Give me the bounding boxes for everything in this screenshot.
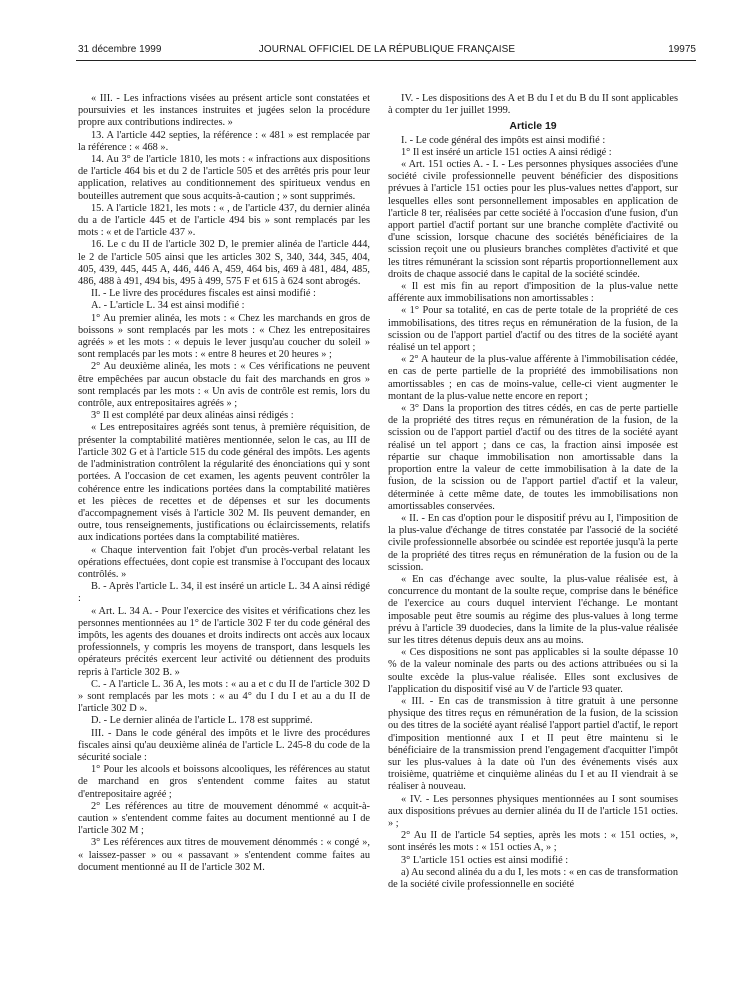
paragraph: I. - Le code général des impôts est ainsi modifié : — [401, 134, 606, 146]
paragraph: 3° L'article 151 octies est ainsi modifié : — [401, 854, 569, 866]
paragraph: « III. - En cas de transmission à titre gratuit à une personne physique des titres reçus en rémunération de la fusion, de la scission ou des titres de la société ayant réalisé l'apport partiel d'actif, le report d'imposition mentionné aux I et II peut être maintenu si le bénéficiaire de la transmission prend l'engagement d'acquitter l'impôt sur les plus-values à la date où l'un des événements visés aux troisième, quatrième et cinquième alinéas du I et au II viendrait à se réaliser à nouveau. — [388, 695, 678, 793]
paragraph: 14. Au 3° de l'article 1810, les mots : « infractions aux dispositions de l'article 464 bis et du 2 de l'article 505 et des arrêtés pris pour leur application, relatives au conditionnement des spiritueux vendus en bouteilles autrement que sous acquits-à-caution ; » sont supprimés. — [78, 154, 370, 202]
left-column — [78, 93, 370, 874]
header-rule — [76, 60, 696, 61]
paragraph: « Art. 151 octies A. - I. - Les personnes physiques associées d'une société civile professionnelle peuvent bénéficier des dispositions prévues à l'article 151 octies pour les plus-values nettes d'apport, sur lesquelles elles sont personnellement imposables en application de l'article 8 ter, réalisées par cette société à l'occasion d'une fusion, d'un apport partiel d'actif portant sur une branche complète d'activité ou d'une scission, lorsque chacune des sociétés bénéficiaires de la scission reçoit une ou plusieurs branches complètes d'activité et que les titres rémunérant la scission sont répartis proportionnellement aux droits de chaque associé dans le capital de la société scindée. — [388, 159, 678, 280]
paragraph: « 3° Dans la proportion des titres cédés, en cas de perte partielle de la propriété des titres reçus en rémunération de la fusion, de la scission ou de l'apport partiel d'actif ou des titres de la société ayant réalisé un tel apport ; dans ce cas, la fraction ainsi imposée est répartie sur chaque immobilisation non amortissable dans la proportion entre la valeur de cette immobilisation à la date de la fusion, de la scission ou de l'apport partiel d'actif et la valeur, déterminée à cette même date, de toutes les immobilisations non amortissables conservées. — [388, 403, 678, 512]
paragraph: « IV. - Les personnes physiques mentionnées au I sont soumises aux dispositions prévues au dernier alinéa du II de l'article 151 octies. » ; — [388, 793, 678, 829]
article-heading: Article 19 — [509, 120, 557, 133]
page-number: 19975 — [668, 44, 696, 55]
paragraph: a) Au second alinéa du a du I, les mots : « en cas de transformation de la société civile professionnelle en société — [388, 866, 678, 890]
paragraph: 1° Pour les alcools et boissons alcooliques, les références au statut de marchand en gros s'entendent comme faites au statut d'entrepositaire agréé ; — [78, 764, 370, 800]
paragraph: 2° Les références au titre de mouvement dénommé « acquit-à-caution » s'entendent comme faites au document mentionné au I de l'article 302 M ; — [78, 800, 370, 837]
paragraph: « III. - Les infractions visées au présent article sont constatées et poursuivies et les instances instruites et jugées selon la procédure propre aux contributions indirectes. » — [78, 93, 370, 129]
paragraph: C. - A l'article L. 36 A, les mots : « au a et c du II de l'article 302 D » sont remplacés par les mots : « au 4° du I du I et au a du II de l'article 302 D ». — [78, 678, 370, 715]
paragraph: 13. A l'article 442 septies, la référence : « 481 » est remplacée par la référence : « 468 ». — [78, 129, 370, 153]
paragraph: III. - Dans le code général des impôts et le livre des procédures fiscales ainsi qu'au deuxième alinéa de l'article L. 245-8 du code de la sécurité sociale : — [78, 727, 370, 763]
paragraph: « En cas d'échange avec soulte, la plus-value réalisée est, à concurrence du montant de la soulte reçue, comprise dans le bénéfice de l'exercice au cours duquel intervient l'échange. Le montant imposable peut être soumis au régime des plus-values à long terme prévu à l'article 39 duodecies, dans la limite de la plus-value réalisée sur les titres détenus depuis deux ans au moins. — [388, 573, 678, 646]
paragraph: 2° Au II de l'article 54 septies, après les mots : « 151 octies, », sont insérés les mots : « 151 octies A, » ; — [388, 830, 678, 854]
paragraph: « Il est mis fin au report d'imposition de la plus-value nette afférente aux immobilisations non amortissables : — [388, 281, 678, 305]
paragraph: II. - Le livre des procédures fiscales est ainsi modifié : — [91, 288, 316, 300]
paragraph: D. - Le dernier alinéa de l'article L. 178 est supprimé. — [91, 715, 313, 727]
paragraph: 1° Au premier alinéa, les mots : « Chez les marchands en gros de boissons » sont remplacés par les mots : « Chez les entrepositaires agréés » et les mots : « depuis le lever jusqu'au coucher du soleil » sont remplacés par les mots : « entre 8 heures et 20 heures » ; — [78, 312, 370, 361]
paragraph: IV. - Les dispositions des A et B du I et du B du II sont applicables à compter du 1er juillet 1999. — [388, 93, 678, 117]
paragraph: « Ces dispositions ne sont pas applicables si la soulte dépasse 10 % de la valeur nominale des parts ou des actions attribuées ou si la soulte excède la plus-value réalisée. Elles sont exclusives de l'application du dispositif visé au V de l'article 93 quater. — [388, 647, 678, 695]
paragraph: 3° Il est complété par deux alinéas ainsi rédigés : — [91, 410, 294, 422]
paragraph: « 2° A hauteur de la plus-value afférente à l'immobilisation cédée, en cas de perte partielle de la propriété des immobilisations non amortissables ; en cas de moins-value, celle-ci vient augmenter le montant de la plus-value nette encore en report ; — [388, 354, 678, 402]
paragraph: « II. - En cas d'option pour le dispositif prévu au I, l'imposition de la plus-value d'échange de titres constatée par l'associé de la société civile professionnelle absorbée ou scindée est reportée jusqu'à la perte de la propriété des titres reçus en rémunération de la fusion ou de la scission. — [388, 512, 678, 573]
paragraph: « Les entrepositaires agréés sont tenus, à première réquisition, de présenter la comptabilité matières mentionnée, selon le cas, au III de l'article 302 G et à l'article 515 du code général des impôts. Les agents de l'administration contrôlent la régularité des énonciations qui y sont portées. A l'occasion de cet examen, les agents peuvent contrôler la cohérence entre les indications portées dans la comptabilité matières et les pièces de recettes et de dépenses et sur les documents d'accompagnement visés à l'article 302 M. Ils peuvent demander, en outre, tous renseignements, justifications ou éclaircissements, relatifs aux indications portées dans la comptabilité matières. — [78, 422, 370, 544]
right-column — [388, 93, 678, 891]
paragraph: « 1° Pour sa totalité, en cas de perte totale de la propriété de ces immobilisations, des titres reçus en rémunération de la fusion, de la scission ou de l'apport partiel d'actif ou des titres de la société ayant réalisé un tel apport ; — [388, 305, 678, 354]
paragraph: « Art. L. 34 A. - Pour l'exercice des visites et vérifications chez les personnes mentionnées au 1° de l'article 302 F ter du code général des impôts, les agents des douanes et droits indirects ont accès aux locaux professionnels, y compris les moyens de transport, dans lesquels les opérateurs précités exercent leur activité ou détiennent des produits repris à l'article 302 B. » — [78, 605, 370, 678]
paragraph: A. - L'article L. 34 est ainsi modifié : — [91, 300, 245, 312]
paragraph: 15. A l'article 1821, les mots : « , de l'article 437, du dernier alinéa du a de l'article 445 et de l'article 494 bis » sont remplacés par les mots : « et de l'article 437 ». — [78, 202, 370, 239]
paragraph: 1° Il est inséré un article 151 octies A ainsi rédigé : — [401, 146, 612, 158]
paragraph: B. - Après l'article L. 34, il est inséré un article L. 34 A ainsi rédigé : — [78, 581, 370, 605]
paragraph: 16. Le c du II de l'article 302 D, le premier alinéa de l'article 444, le 2 de l'article 505 ainsi que les articles 302 S, 340, 344, 345, 404, 405, 439, 445, 445 A, 446, 446 A, 459, 464 bis, 469 à 481, 484, 485, 486, 488 à 491, 494 bis, 495 à 499, 575 F et 615 à 624 sont abrogés. — [78, 239, 370, 288]
page-header — [78, 44, 696, 58]
paragraph: « Chaque intervention fait l'objet d'un procès-verbal relatant les opérations effectuées, dont copie est transmise à l'occupant des locaux contrôlés. » — [78, 544, 370, 580]
paragraph: 2° Au deuxième alinéa, les mots : « Ces vérifications ne peuvent être empêchées par aucun obstacle du fait des marchands en gros » sont remplacés par les mots : « Un avis de contrôle est remis, lors du contrôle, aux entrepositaires agréés » ; — [78, 361, 370, 410]
journal-title: JOURNAL OFFICIEL DE LA RÉPUBLIQUE FRANÇAISE — [258, 44, 516, 55]
paragraph: 3° Les références aux titres de mouvement dénommés : « congé », « laissez-passer » ou « passavant » s'entendent comme faites au document mentionné au II de l'article 302 M. — [78, 837, 370, 873]
header-date: 31 décembre 1999 — [78, 44, 162, 55]
